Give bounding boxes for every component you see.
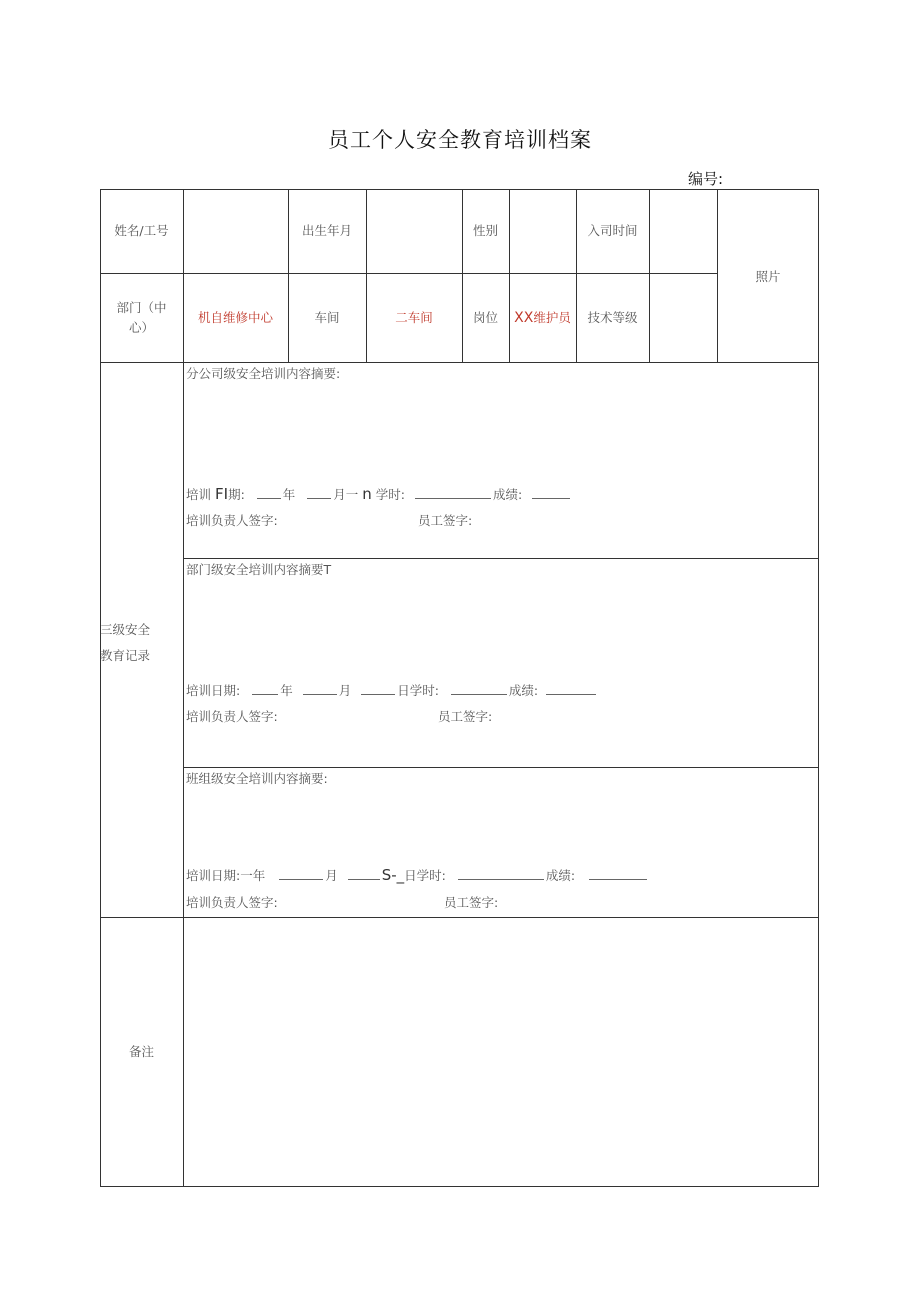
department-hours-blank[interactable] — [451, 685, 507, 695]
team-date-label: 培训日期:一年 — [186, 868, 266, 883]
team-trainer-sign-label: 培训负责人签字: — [186, 895, 278, 910]
team-s: S-_ — [381, 866, 405, 884]
gender-label: 性别 — [472, 223, 498, 238]
team-month-blank[interactable] — [279, 870, 323, 880]
gender-value[interactable] — [509, 189, 576, 273]
three-level-label-line2: 教育记录 — [100, 648, 151, 663]
company-month-blank[interactable] — [307, 489, 331, 499]
tech-level-value[interactable] — [649, 273, 717, 362]
remarks-content[interactable] — [183, 917, 819, 1187]
company-n: n — [362, 485, 372, 503]
workshop-label: 车间 — [314, 309, 340, 325]
department-score-blank[interactable] — [546, 685, 596, 695]
company-hours-blank[interactable] — [415, 489, 491, 499]
department-trainer-sign-label: 培训负责人签字: — [186, 709, 278, 724]
name-value[interactable] — [183, 189, 288, 273]
department-month-label: 月 — [338, 683, 352, 698]
serial-number-label: 编号: — [688, 170, 724, 188]
row-divider-4 — [183, 767, 819, 768]
team-day-blank[interactable] — [348, 870, 380, 880]
workshop-value: 二车间 — [395, 309, 433, 325]
department-month-blank[interactable] — [303, 685, 337, 695]
post-label: 岗位 — [472, 309, 498, 325]
row-divider-2 — [100, 362, 819, 363]
company-month-label: 月一 — [333, 487, 359, 502]
team-summary-label: 班组级安全培训内容摘要: — [186, 771, 328, 786]
department-employee-sign-label: 员工签字: — [438, 709, 493, 724]
post-value-suffix: 维护员 — [533, 309, 571, 325]
department-score-label: 成绩: — [508, 683, 539, 698]
company-score-blank[interactable] — [532, 489, 570, 499]
department-date-label: 培训日期: — [186, 683, 241, 698]
department-year-label: 年 — [280, 683, 293, 698]
department-day-blank[interactable] — [361, 685, 395, 695]
team-date-line — [186, 866, 649, 884]
department-value: 机自维修中心 — [197, 309, 273, 325]
department-day-hours-label: 日学时: — [397, 683, 439, 698]
company-hours-label: 学时: — [375, 487, 405, 502]
company-year-blank[interactable] — [257, 489, 281, 499]
department-label: 部门（中心） — [116, 299, 167, 335]
name-label: 姓名/工号 — [114, 223, 169, 238]
join-date-value[interactable] — [649, 189, 717, 273]
team-hours-blank[interactable] — [458, 870, 544, 880]
row-divider-3 — [183, 558, 819, 559]
photo-label: 照片 — [755, 269, 781, 284]
join-date-label: 入司时间 — [587, 223, 638, 238]
company-trainer-sign-label: 培训负责人签字: — [186, 513, 278, 528]
team-day-hours-label: 日学时: — [404, 868, 446, 883]
three-level-label-line1: 三级安全 — [100, 622, 151, 637]
department-year-blank[interactable] — [252, 685, 278, 695]
post-value — [509, 273, 576, 362]
birth-label: 出生年月 — [301, 223, 352, 238]
company-date-suffix: 期: — [228, 487, 245, 502]
team-score-label: 成绩: — [545, 868, 576, 883]
birth-value[interactable] — [366, 189, 462, 273]
remarks-label: 备注 — [128, 1044, 154, 1059]
company-employee-sign-label: 员工签字: — [418, 513, 473, 528]
post-value-prefix: XX — [514, 309, 534, 326]
tech-level-label: 技术等级 — [587, 309, 638, 325]
department-date-line — [186, 681, 598, 699]
company-score-label: 成绩: — [492, 487, 523, 502]
team-employee-sign-label: 员工签字: — [444, 895, 499, 910]
department-summary-label: 部门级安全培训内容摘要T — [186, 562, 332, 577]
company-date-fl: FI — [215, 485, 229, 503]
document-title: 员工个人安全教育培训档案 — [328, 128, 592, 152]
team-score-blank[interactable] — [589, 870, 647, 880]
company-date-line — [186, 485, 572, 503]
company-summary-label: 分公司级安全培训内容摘要: — [186, 366, 341, 381]
team-month-label: 月 — [325, 868, 338, 883]
company-date-prefix: 培训 — [186, 487, 212, 502]
company-year-label: 年 — [282, 487, 296, 502]
three-level-education-label — [100, 362, 183, 917]
